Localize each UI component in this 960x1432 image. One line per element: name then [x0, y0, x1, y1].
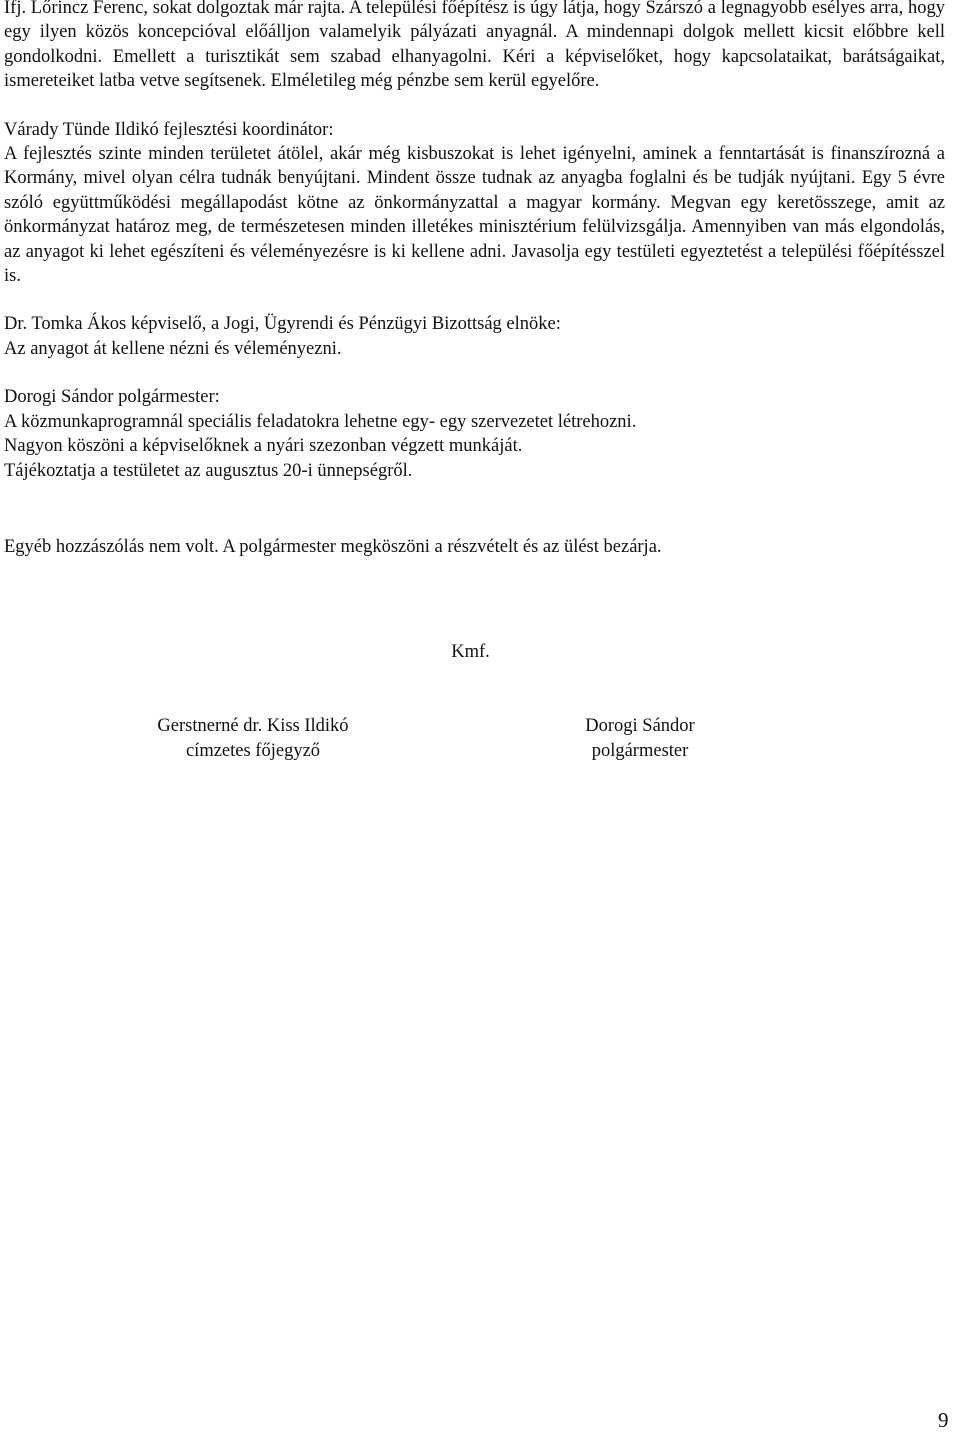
speaker-varady: Várady Tünde Ildikó fejlesztési koordinátor:	[4, 119, 334, 140]
speech-varady	[4, 118, 945, 289]
speech-varady-text: A fejlesztés szinte minden területet átölel, akár még kisbuszokat is lehet igényelni, aminek a fenntartását is finanszírozná a Kormány, mivel olyan célra tudnák benyújtani. Mindent össze tudnak az anyagba foglalni és be tudják nyújtani. Egy 5 évre szóló együttműködési megállapodást kötne az önkormányzattal a magyar kormány. Megvan egy keretösszege, amit az önkormányzat határoz meg, de természetesen minden illetékes minisztérium felülvizsgálja. Amennyiben van más elgondolás, az anyagot ki lehet egészíteni és véleményezésre is ki kellene adni. Javasolja egy testületi egyeztetést a települési főépítésszel is.	[4, 144, 945, 287]
signature-name: Dorogi Sándor	[585, 716, 695, 736]
kmf-label: Kmf.	[451, 642, 490, 662]
speaker-tomka: Dr. Tomka Ákos képviselő, a Jogi, Ügyrendi és Pénzügyi Bizottság elnöke:	[4, 314, 561, 335]
speech-dorogi	[4, 385, 945, 483]
signature-block-notary	[138, 714, 368, 763]
signature-name: Gerstnerné dr. Kiss Ildikó	[157, 716, 349, 736]
document-page	[4, 0, 945, 578]
signature-block-mayor	[560, 714, 720, 763]
speech-dorogi-line: Tájékoztatja a testületet az augusztus 20-i ünnepségről.	[4, 460, 413, 481]
closing-statement: Egyéb hozzászólás nem volt. A polgármester megköszöni a részvételt és az ülést bezárja.	[4, 536, 662, 557]
speech-tomka	[4, 312, 945, 361]
speaker-dorogi: Dorogi Sándor polgármester:	[4, 387, 220, 408]
page-number: 9	[938, 1408, 949, 1432]
speech-tomka-text: Az anyagot át kellene nézni és véleményezni.	[4, 338, 342, 359]
speech-dorogi-line: Nagyon köszöni a képviselőknek a nyári szezonban végzett munkáját.	[4, 436, 523, 457]
signature-title: polgármester	[591, 740, 689, 761]
speech-dorogi-line: A közmunkaprogramnál speciális feladatokra lehetne egy- egy szervezetet létrehozni.	[4, 411, 637, 432]
intro-paragraph: Ifj. Lőrincz Ferenc, sokat dolgoztak már rajta. A települési főépítész is úgy látja, hogy Szárszó a legnagyobb esélyes arra, hogy egy ilyen közös koncepcióval előálljon valamelyik pályázati anyagnál. A mindennapi dolgok mellett kicsit előbbre kell gondolkodni. Emellett a turisztikát sem szabad elhanyagolni. Kéri a képviselőket, hogy kapcsolataikat, barátságaikat, ismereteiket latba vetve segítsenek. Elméletileg még pénzbe sem kerül egyelőre.	[4, 0, 945, 92]
signature-title: címzetes főjegyző	[185, 740, 321, 761]
